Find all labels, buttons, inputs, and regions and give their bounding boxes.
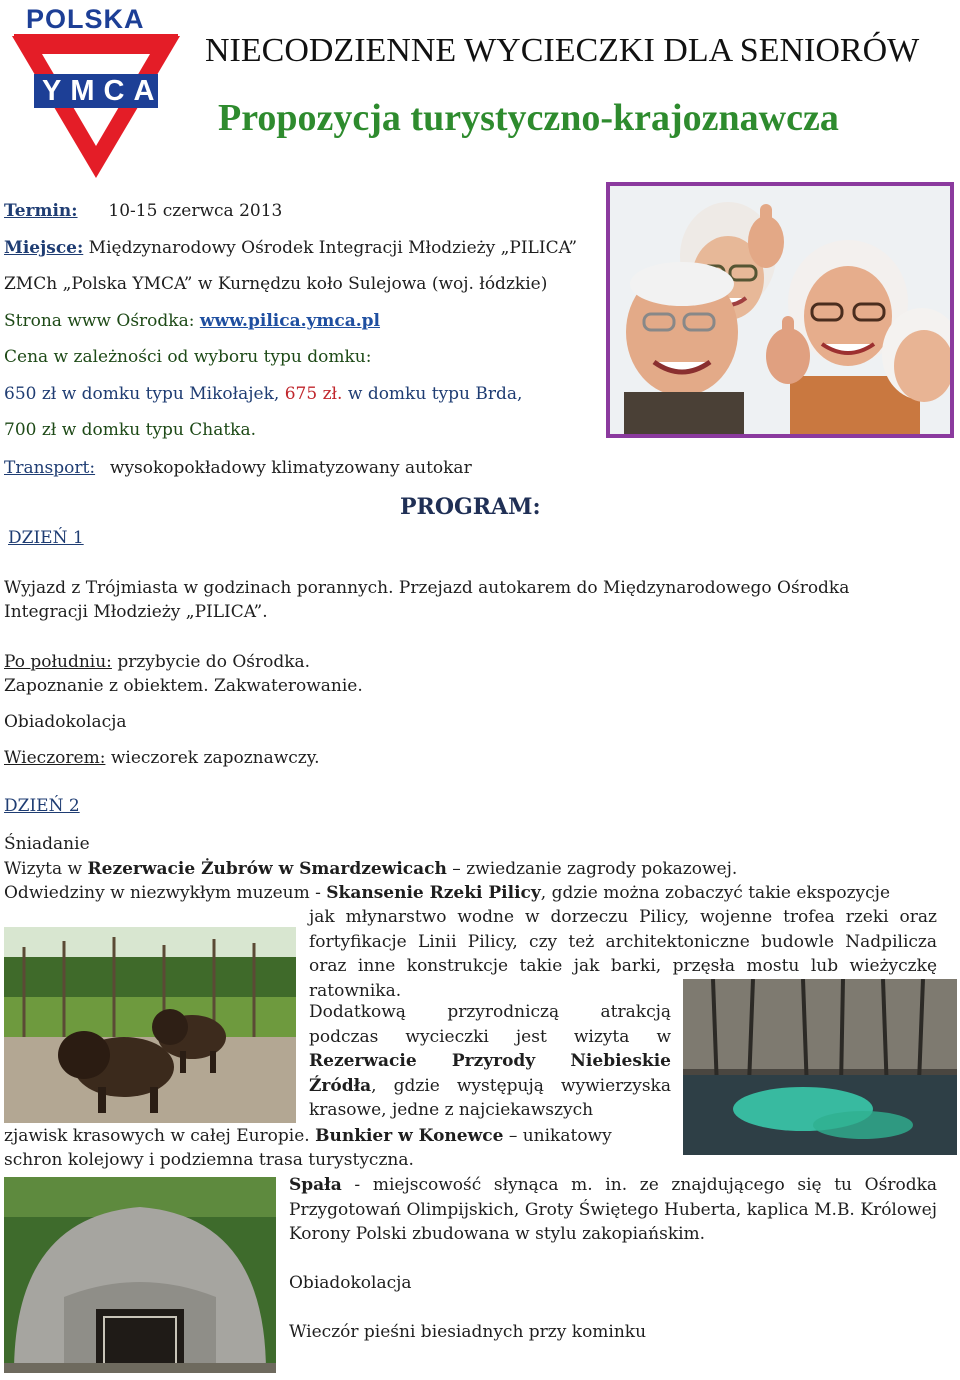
day2-museum — [4, 881, 890, 905]
cena-brda-price: 675 zł. — [284, 384, 343, 404]
cena-chatka: 700 zł w domku typu Chatka. — [4, 420, 257, 440]
afternoon-value: przybycie do Ośrodka. — [117, 652, 311, 672]
attraction-bold: Rezerwacie Przyrody Niebieskie Źródła — [309, 1051, 671, 1096]
miejsce-label: Miejsce: — [4, 238, 84, 258]
museum-suffix: , gdzie można zobaczyć takie ekspozycje — [540, 883, 891, 903]
www-line — [4, 309, 380, 333]
visit-suffix: – zwiedzanie zagrody pokazowej. — [452, 859, 738, 879]
www-link[interactable]: www.pilica.ymca.pl — [199, 311, 381, 331]
visit-bold: Rezerwacie Żubrów w Smardzewicach — [87, 859, 447, 879]
logo — [8, 4, 184, 182]
cena-label: Cena w zależności od wyboru typu domku: — [4, 347, 372, 367]
day2-bunkier-line2: schron kolejowy i podziemna trasa turystyczna. — [4, 1150, 414, 1170]
spala-bold: Spała — [289, 1175, 342, 1195]
page-subtitle: Propozycja turystyczno-krajoznawcza — [218, 97, 839, 139]
seniors-photo — [606, 182, 954, 438]
bunkier-bold: Bunkier w Konewce — [315, 1126, 504, 1146]
day2-museum-cont: jak młynarstwo wodne w dorzeczu Pilicy, wojenne trofea rzeki oraz fortyfikacje Linii Pilicy, czy też architektoniczne budowle Nadpilicza oraz inne konstrukcje takie jak barki, przęsła mostu lub wieżyczkę ratownika. — [309, 907, 937, 1001]
attraction-prefix: Dodatkową przyrodniczą atrakcją podczas wycieczki jest wizyta w — [309, 1002, 671, 1047]
day1-heading: DZIEŃ 1 — [8, 528, 84, 548]
miejsce-line — [4, 236, 577, 260]
transport-value: wysokopokładowy klimatyzowany autokar — [109, 458, 472, 478]
cena-brda: w domku typu Brda, — [347, 384, 523, 404]
miejsce-line-2: ZMCh „Polska YMCA” w Kurnędzu koło Sulejowa (woj. łódzkie) — [4, 274, 548, 294]
termin-value: 10-15 czerwca 2013 — [108, 201, 283, 221]
karst-line: zjawisk krasowych w całej Europie. — [4, 1126, 310, 1146]
logo-text-top: POLSKA — [26, 4, 145, 34]
day2-breakfast: Śniadanie — [4, 834, 90, 854]
spala-text: - miejscowość słynąca m. in. ze znajdującego się tu Ośrodka Przygotowań Olimpijskich, Groty Świętego Huberta, kaplica M.B. Królowej Korony Polski zbudowana w stylu zakopiańskim. — [289, 1175, 938, 1244]
day1-evening — [4, 746, 320, 770]
springs-photo — [683, 979, 957, 1155]
evening-label: Wieczorem: — [4, 748, 106, 768]
program-heading: PROGRAM: — [400, 494, 541, 520]
bunker-photo — [4, 1177, 276, 1373]
www-label: Strona www Ośrodka: — [4, 311, 195, 331]
afternoon-label: Po południu: — [4, 652, 112, 672]
evening-value: wieczorek zapoznawczy. — [110, 748, 320, 768]
bison-photo — [4, 927, 296, 1123]
day1-line2: Zapoznanie z obiektem. Zakwaterowanie. — [4, 676, 363, 696]
day2-karst-line — [4, 1124, 612, 1148]
bunkier-suffix: – unikatowy — [508, 1126, 612, 1146]
page-title: NIECODZIENNE WYCIECZKI DLA SENIORÓW — [205, 32, 920, 69]
day1-afternoon — [4, 650, 310, 674]
cena-mikolajek: 650 zł w domku typu Mikołajek, — [4, 384, 280, 404]
day2-visit — [4, 857, 737, 881]
day1-paragraph: Wyjazd z Trójmiasta w godzinach porannych. Przejazd autokarem do Międzynarodowego Ośrodka Integracji Młodzieży „PILICA”. — [4, 578, 850, 622]
termin-line — [4, 199, 282, 223]
day2-spala — [289, 1173, 937, 1247]
miejsce-value: Międzynarodowy Ośrodek Integracji Młodzieży „PILICA” — [88, 238, 578, 258]
day2-heading: DZIEŃ 2 — [4, 796, 80, 816]
cena-line — [4, 382, 522, 406]
logo-text-bottom: YMCA — [42, 75, 164, 107]
attraction-suffix: , gdzie występują wywierzyska krasowe, jedne z najciekawszych — [309, 1075, 671, 1120]
day2-dinner: Obiadokolacja — [289, 1273, 412, 1293]
museum-bold: Skansenie Rzeki Pilicy — [326, 883, 541, 903]
museum-prefix: Odwiedziny w niezwykłym muzeum - — [4, 883, 321, 903]
termin-label: Termin: — [4, 201, 78, 221]
day1-line3: Obiadokolacja — [4, 712, 127, 732]
day2-attraction — [309, 1000, 671, 1123]
transport-line — [4, 456, 472, 480]
visit-prefix: Wizyta w — [4, 859, 83, 879]
transport-label: Transport: — [4, 458, 96, 478]
day2-evening: Wieczór pieśni biesiadnych przy kominku — [289, 1322, 647, 1342]
